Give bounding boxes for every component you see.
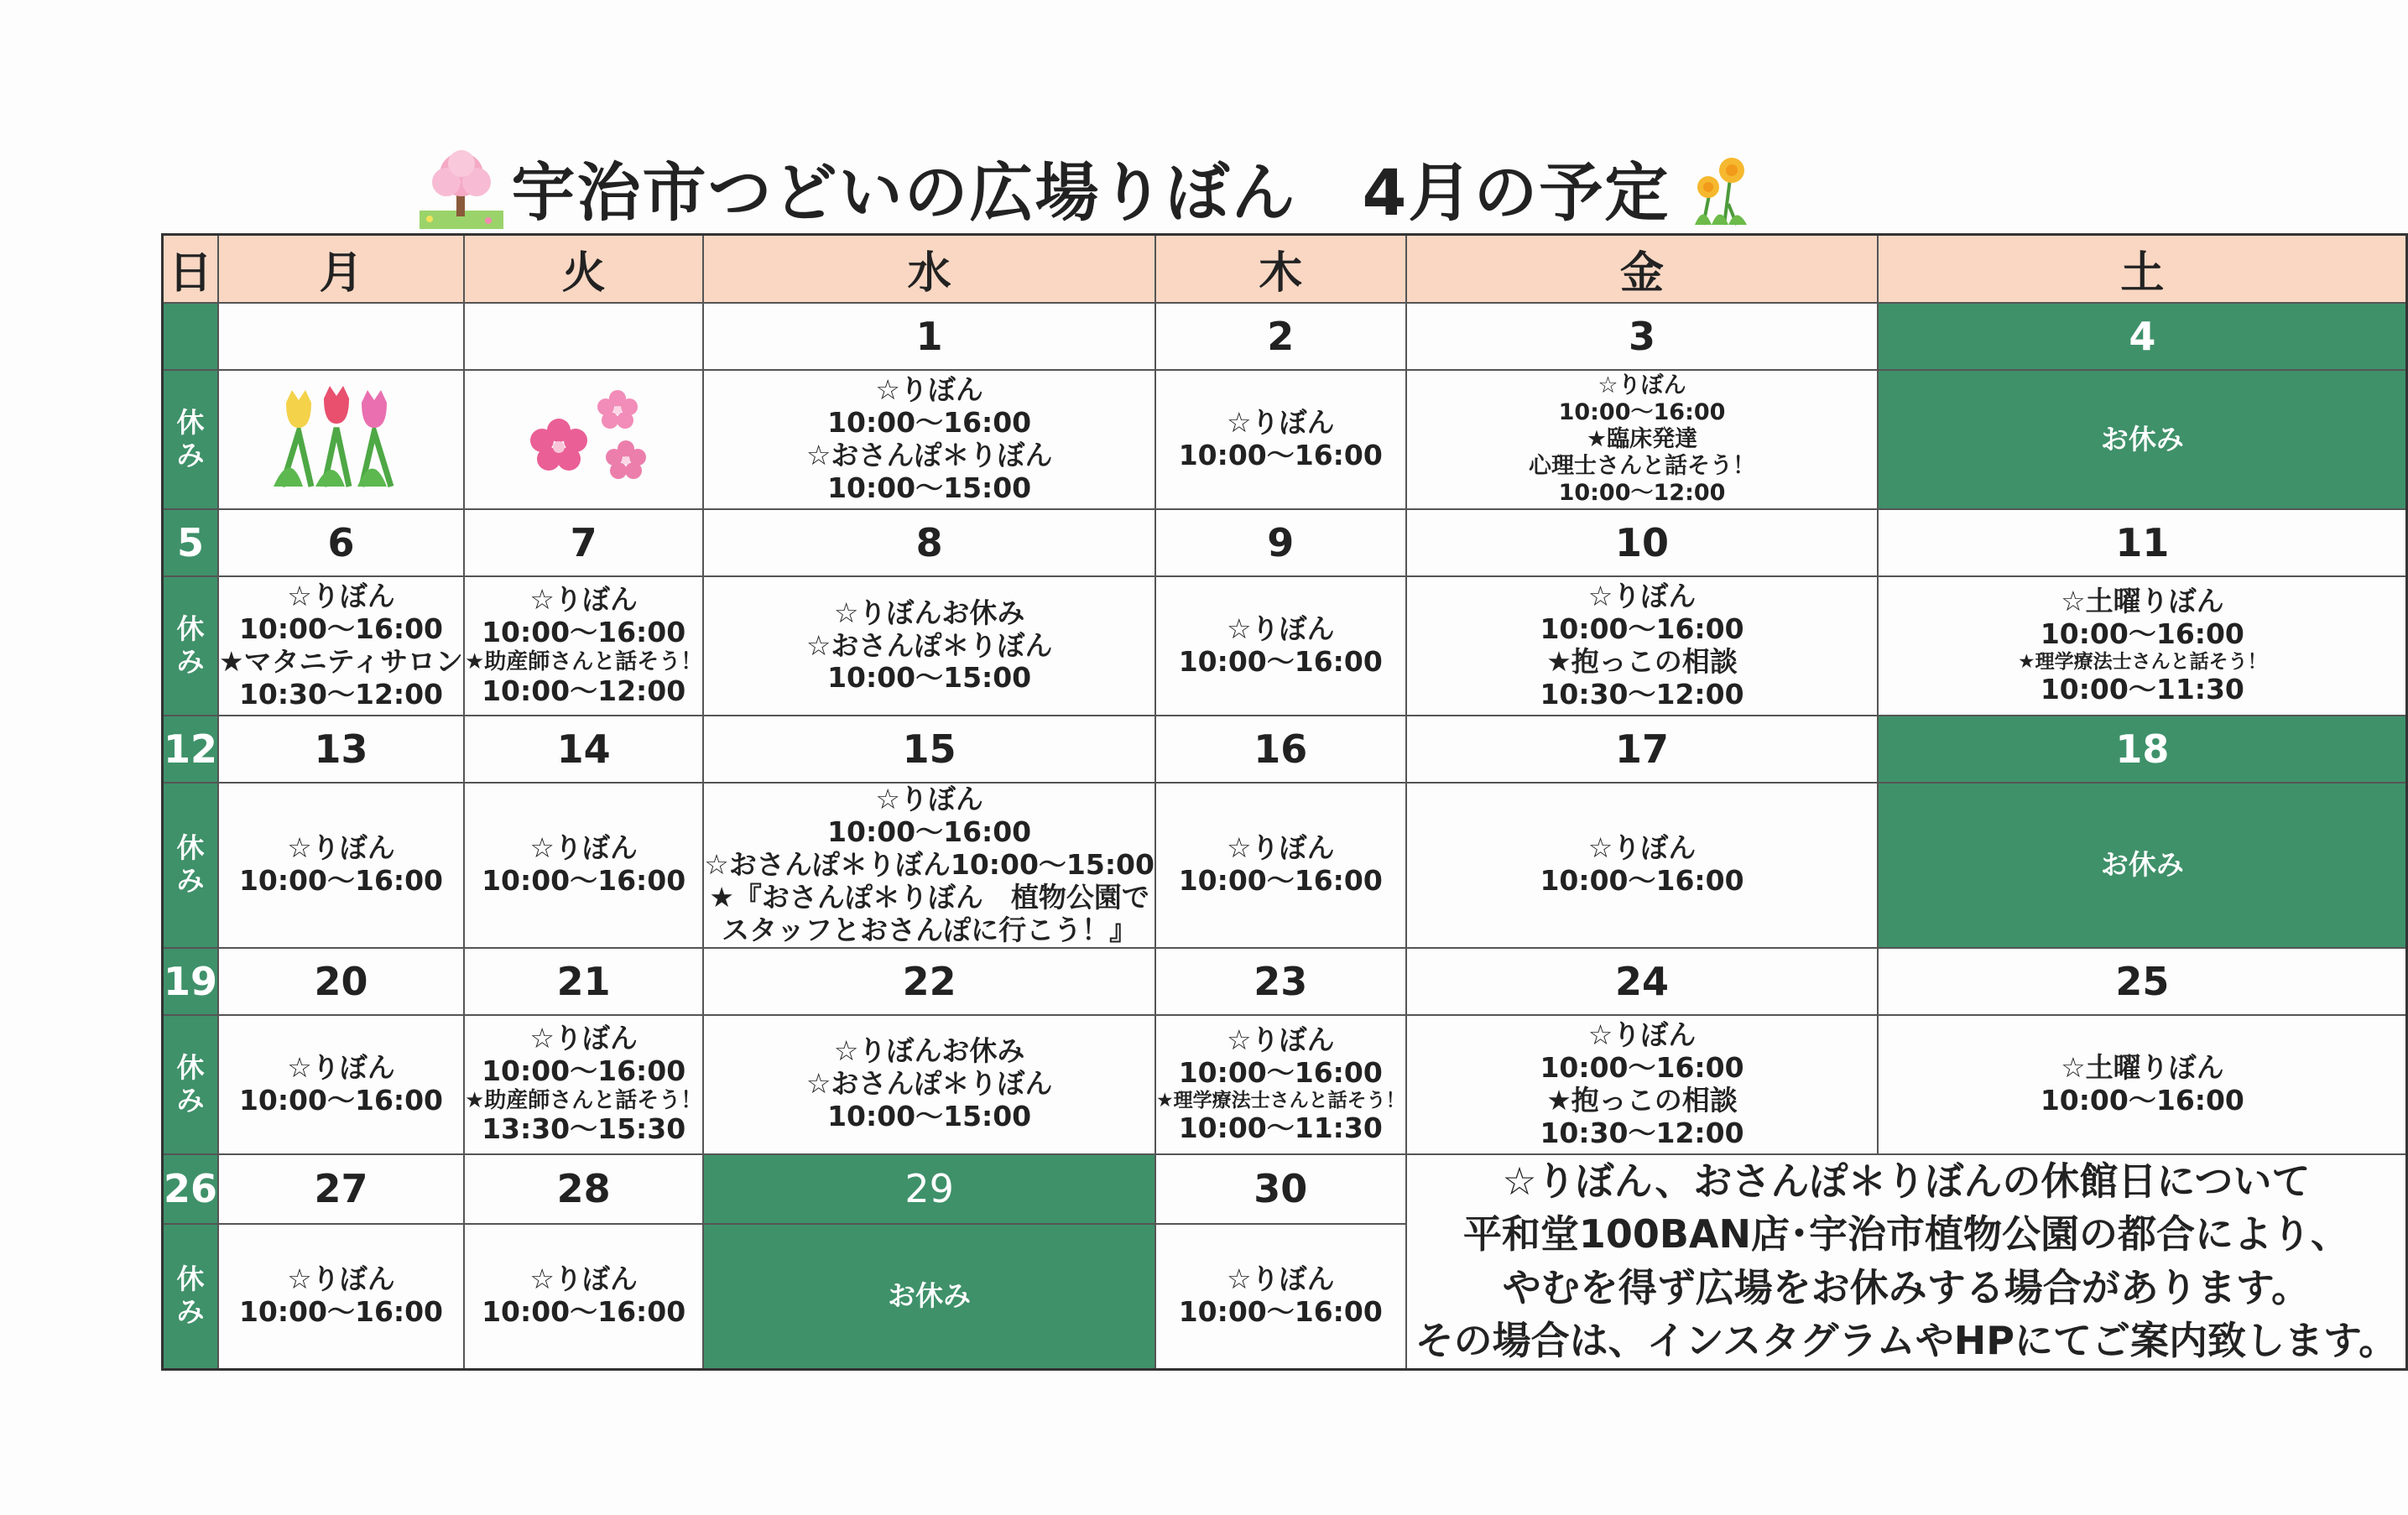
event-line: 10:00～15:00 (827, 1100, 1032, 1133)
weekday-header-tue: 火 (464, 235, 703, 304)
weekday-header-fri: 金 (1406, 235, 1879, 304)
sunday-date: 19 (163, 948, 219, 1015)
closed-day-label: お休み (1878, 370, 2406, 509)
notice-line: ☆りぼん、おさんぽ＊りぼんの休館日について (1502, 1158, 2311, 1204)
day-events (703, 370, 1155, 509)
day-number: 11 (1878, 509, 2406, 576)
event-line: ☆土曜りぼん (2061, 1050, 2224, 1084)
day-events (218, 576, 464, 716)
event-line: 10:00～12:00 (1558, 479, 1726, 506)
event-line: ☆りぼん (1226, 831, 1335, 865)
event-line: 10:00～16:00 (238, 864, 444, 898)
day-number-holiday: 4 (1878, 303, 2406, 370)
day-number: 21 (464, 948, 703, 1015)
day-number: 27 (218, 1154, 464, 1224)
sunday-closed-label: 休み (163, 1224, 219, 1369)
event-line: ☆りぼん (875, 783, 983, 815)
event-line: 10:00～16:00 (1178, 1055, 1383, 1089)
event-line: ☆りぼん (1226, 1262, 1335, 1296)
tulips-icon (265, 382, 416, 491)
event-line: ☆りぼん (287, 580, 395, 613)
event-line: 10:00～16:00 (2040, 1083, 2244, 1117)
event-line: ★助産師さんと話そう！ (464, 1087, 703, 1113)
day-cell-illustration (218, 370, 464, 509)
day-number-holiday: 18 (1878, 716, 2406, 783)
closure-notice (1406, 1154, 2407, 1369)
event-line: ☆りぼん (287, 1050, 395, 1084)
page-title: 宇治市つどいの広場りぼん 4月の予定 (511, 154, 1670, 230)
event-line: 10:00～16:00 (482, 1295, 686, 1329)
event-line: ★抱っこの相談 (1546, 1083, 1738, 1117)
day-number: 10 (1406, 509, 1879, 576)
event-line: ★理学療法士さんと話そう！ (1155, 1089, 1405, 1112)
week-number-row (163, 509, 2407, 576)
event-line: 10:00～12:00 (482, 674, 686, 707)
event-line: 10:30～12:00 (1540, 677, 1744, 711)
week-content-row (163, 576, 2407, 716)
week-content-row (163, 370, 2407, 509)
day-events (1406, 370, 1879, 509)
event-line: 10:00～16:00 (1540, 612, 1744, 646)
day-number: 7 (464, 509, 703, 576)
event-line: ☆りぼん (1587, 1018, 1697, 1051)
week-number-row (163, 303, 2407, 370)
notice-line: やむを得ず広場をお休みする場合があります。 (1502, 1264, 2311, 1310)
sunday-closed-label: 休み (163, 783, 219, 948)
day-number: 24 (1406, 948, 1879, 1015)
weekday-header-mon: 月 (218, 235, 464, 304)
event-line: ☆りぼん (1587, 831, 1697, 865)
day-number: 16 (1155, 716, 1406, 783)
event-line: 10:00～11:30 (1178, 1111, 1383, 1144)
sunday-date: 12 (163, 716, 219, 783)
closed-day-label: お休み (1878, 783, 2406, 948)
day-number (464, 303, 703, 370)
week-number-row (163, 716, 2407, 783)
sunday-date (163, 303, 219, 370)
day-events (703, 576, 1155, 716)
event-line: ☆おさんぽ＊りぼん (805, 628, 1053, 662)
day-number: 20 (218, 948, 464, 1015)
event-line: ☆りぼんお休み (833, 1034, 1025, 1068)
event-line: ☆りぼん (529, 831, 638, 865)
event-line: 心理士さんと話そう！ (1529, 452, 1755, 479)
event-line: ☆りぼんお休み (833, 596, 1025, 629)
day-number (218, 303, 464, 370)
day-number: 8 (703, 509, 1155, 576)
day-number: 13 (218, 716, 464, 783)
day-events (1878, 1015, 2406, 1154)
day-events (464, 1015, 703, 1154)
event-line: ☆おさんぽ＊りぼん10:00～15:00 (704, 847, 1154, 881)
event-line: 10:00～16:00 (2040, 617, 2244, 650)
sakura-flowers-icon (508, 382, 659, 491)
event-line: 10:00～16:00 (482, 864, 686, 898)
event-line: ★『おさんぽ＊りぼん 植物公園で (709, 880, 1149, 914)
weekday-header-sat: 土 (1878, 235, 2406, 304)
sunday-date: 26 (163, 1154, 219, 1224)
event-line: 10:00～15:00 (827, 471, 1032, 504)
event-line: ☆りぼん (1598, 372, 1686, 399)
event-line: 10:00～15:00 (827, 661, 1032, 695)
sunday-date: 5 (163, 509, 219, 576)
event-line: 10:30～12:00 (1540, 1116, 1744, 1149)
day-events (464, 783, 703, 948)
day-number: 25 (1878, 948, 2406, 1015)
day-number: 17 (1406, 716, 1879, 783)
day-number: 2 (1155, 303, 1406, 370)
dandelion-icon (1678, 145, 1762, 229)
closed-day-label: お休み (703, 1224, 1155, 1369)
event-line: 10:00～11:30 (2040, 673, 2244, 706)
day-number: 3 (1406, 303, 1879, 370)
event-line: ☆りぼん (1226, 612, 1335, 646)
event-line: ☆りぼん (1587, 580, 1697, 613)
event-line: 10:00～16:00 (238, 1295, 444, 1329)
sunday-closed-label: 休み (163, 370, 219, 509)
day-number: 14 (464, 716, 703, 783)
week-content-row (163, 1015, 2407, 1154)
event-line: ★理学療法士さんと話そう！ (2018, 650, 2267, 673)
event-line: ☆おさんぽ＊りぼん (805, 439, 1053, 471)
event-line: 13:30～15:30 (482, 1112, 686, 1146)
day-number-holiday: 29 (703, 1154, 1155, 1224)
event-line: 10:00～16:00 (1178, 439, 1383, 471)
day-cell-illustration (464, 370, 703, 509)
event-line: ☆りぼん (529, 1021, 638, 1054)
event-line: 10:00～16:00 (1178, 1295, 1383, 1329)
event-line: ★助産師さんと話そう！ (464, 649, 703, 675)
day-events (1155, 370, 1406, 509)
notice-line: 平和堂100BAN店･宇治市植物公園の都合により、 (1462, 1211, 2350, 1257)
event-line: 10:00～16:00 (1558, 399, 1726, 426)
event-line: ☆りぼん (529, 583, 638, 617)
event-line: 10:00～16:00 (238, 1083, 444, 1117)
weekday-header-row (163, 235, 2407, 304)
event-line: ★臨床発達 (1586, 426, 1698, 453)
event-line: 10:00～16:00 (1178, 864, 1383, 898)
day-number: 23 (1155, 948, 1406, 1015)
event-line: ★抱っこの相談 (1546, 645, 1738, 678)
day-events (1155, 576, 1406, 716)
event-line: スタッフとおさんぽに行こう！』 (722, 913, 1138, 946)
event-line: 10:00～16:00 (1540, 1050, 1744, 1084)
weekday-header-thu: 木 (1155, 235, 1406, 304)
week-content-row (163, 783, 2407, 948)
week-number-row (163, 1154, 2407, 1224)
event-line: ☆りぼん (287, 1262, 395, 1296)
notice-line: その場合は、インスタグラムやHPにてご案内致します。 (1415, 1318, 2398, 1364)
day-events (218, 1224, 464, 1369)
day-events (218, 783, 464, 948)
cherry-tree-icon (420, 145, 503, 229)
weekday-header-sun: 日 (163, 235, 219, 304)
day-events (1406, 783, 1879, 948)
day-number: 15 (703, 716, 1155, 783)
day-number: 1 (703, 303, 1155, 370)
event-line: ☆りぼん (287, 831, 395, 865)
day-number: 6 (218, 509, 464, 576)
day-events (1155, 1224, 1406, 1369)
sunday-closed-label: 休み (163, 576, 219, 716)
day-events (1878, 576, 2406, 716)
event-line: ☆りぼん (1226, 1023, 1335, 1056)
event-line: 10:00～16:00 (238, 612, 444, 646)
event-line: 10:00～16:00 (482, 616, 686, 649)
event-line: 10:00～16:00 (827, 815, 1032, 848)
day-events (464, 1224, 703, 1369)
event-line: ☆土曜りぼん (2061, 585, 2224, 618)
event-line: ☆おさんぽ＊りぼん (805, 1067, 1053, 1101)
event-line: 10:00～16:00 (827, 406, 1032, 440)
day-events (464, 576, 703, 716)
event-line: 10:00～16:00 (1178, 645, 1383, 678)
event-line: ☆りぼん (875, 373, 983, 407)
day-events (218, 1015, 464, 1154)
event-line: 10:30～12:00 (238, 677, 444, 711)
day-events (1406, 576, 1879, 716)
page-header (415, 141, 1766, 233)
weekday-header-wed: 水 (703, 235, 1155, 304)
day-number: 30 (1155, 1154, 1406, 1224)
day-events (1155, 783, 1406, 948)
day-events (1406, 1015, 1879, 1154)
day-number: 28 (464, 1154, 703, 1224)
sunday-closed-label: 休み (163, 1015, 219, 1154)
event-line: ★マタニティサロン (219, 645, 463, 678)
calendar-table (161, 233, 2408, 1371)
event-line: ☆りぼん (1226, 406, 1335, 440)
event-line: ☆りぼん (529, 1262, 638, 1296)
day-events (1155, 1015, 1406, 1154)
day-number: 9 (1155, 509, 1406, 576)
event-line: 10:00～16:00 (482, 1054, 686, 1087)
day-events (703, 783, 1155, 948)
week-number-row (163, 948, 2407, 1015)
event-line: 10:00～16:00 (1540, 864, 1744, 898)
day-number: 22 (703, 948, 1155, 1015)
day-events (703, 1015, 1155, 1154)
